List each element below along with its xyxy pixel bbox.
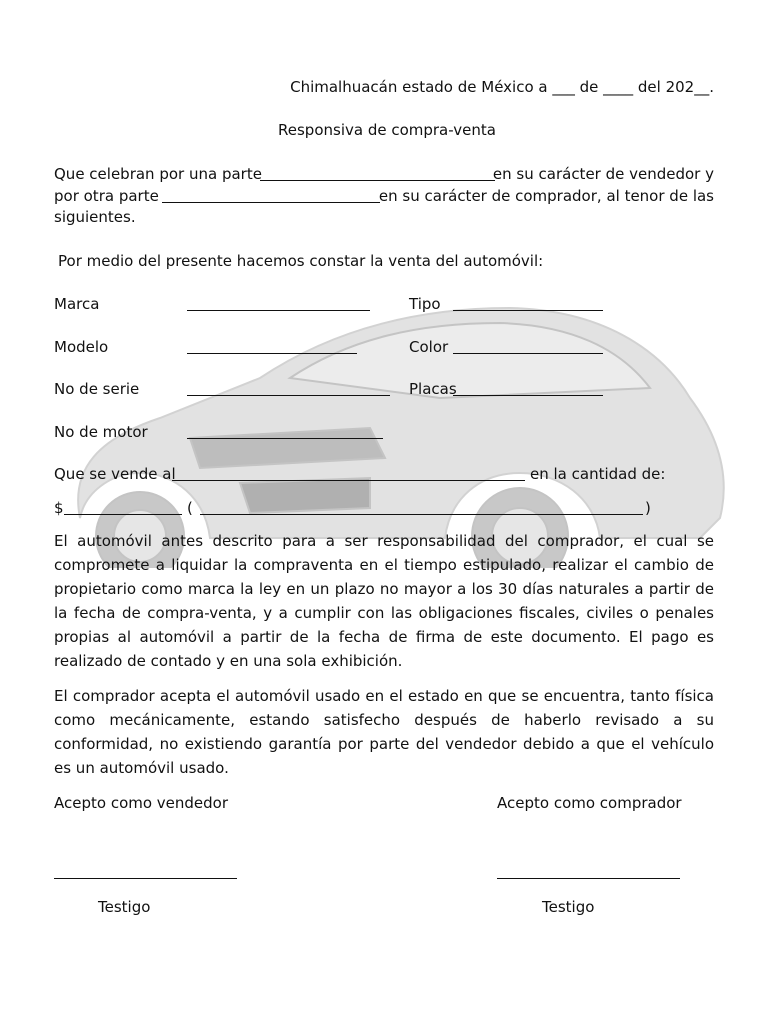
color-blank[interactable] xyxy=(453,353,603,354)
modelo-blank[interactable] xyxy=(187,353,357,354)
buyer-name-blank[interactable] xyxy=(162,202,380,203)
acceptance-paragraph: El comprador acepta el automóvil usado en el estado en que se encuentra, tanto física como mecánicamente, estando satisfecho después de haberlo revisado a su conformidad, no existiendo garantía por parte del vendedor debido a que el vehículo es un automóvil usado. xyxy=(54,687,714,777)
field-label-marca: Marca xyxy=(54,295,100,313)
place-date-line: Chimalhuacán estado de México a ___ de ____ del 202__. xyxy=(290,78,714,96)
field-label-color: Color xyxy=(409,338,449,356)
intro-line-1-start: Que celebran por una parte xyxy=(54,165,262,183)
intro-line-2-start: por otra parte xyxy=(54,187,159,205)
field-label-motor: No de motor xyxy=(54,423,148,441)
field-label-tipo: Tipo xyxy=(409,295,441,313)
sold-to-blank[interactable] xyxy=(172,480,525,481)
dollar-sign: $ xyxy=(54,499,64,517)
field-label-serie: No de serie xyxy=(54,380,140,398)
sale-statement: Por medio del presente hacemos constar la venta del automóvil: xyxy=(58,252,544,270)
amount-open-paren: ( xyxy=(187,499,193,517)
sold-to-label: Que se vende al xyxy=(54,465,176,483)
intro-line-2-end: en su carácter de comprador, al tenor de las xyxy=(378,187,714,205)
serie-blank[interactable] xyxy=(187,395,390,396)
amount-words-blank[interactable] xyxy=(200,514,643,515)
amount-label: en la cantidad de: xyxy=(530,465,666,483)
seller-accept-label: Acepto como vendedor xyxy=(54,794,229,812)
field-label-modelo: Modelo xyxy=(54,338,109,356)
motor-blank[interactable] xyxy=(187,438,383,439)
witness-left-label: Testigo xyxy=(98,898,151,916)
intro-line-3: siguientes. xyxy=(54,208,136,226)
amount-close-paren: ) xyxy=(645,499,651,517)
buyer-signature-line[interactable] xyxy=(497,878,680,879)
seller-name-blank[interactable] xyxy=(260,180,495,181)
car-watermark-image xyxy=(40,268,730,568)
placas-blank[interactable] xyxy=(453,395,603,396)
intro-line-1-end: en su carácter de vendedor y xyxy=(492,165,714,183)
amount-number-blank[interactable] xyxy=(64,514,182,515)
marca-blank[interactable] xyxy=(187,310,370,311)
seller-signature-line[interactable] xyxy=(54,878,237,879)
responsibility-paragraph: El automóvil antes descrito para a ser responsabilidad del comprador, el cual se compromete a liquidar la compraventa en el tiempo estipulado, realizar el cambio de propietario como marca la ley en un plazo no mayor a los 30 días naturales a partir de la fecha de compra-venta, y a cumplir con las obligaciones fiscales, civiles o penales propias al automóvil a partir de la fecha de firma de este documento. El pago es realizado de contado y en una sola exhibición. xyxy=(54,532,714,670)
document-title: Responsiva de compra-venta xyxy=(278,121,496,139)
buyer-accept-label: Acepto como comprador xyxy=(497,794,682,812)
tipo-blank[interactable] xyxy=(453,310,603,311)
field-label-placas: Placas xyxy=(409,380,457,398)
witness-right-label: Testigo xyxy=(542,898,595,916)
